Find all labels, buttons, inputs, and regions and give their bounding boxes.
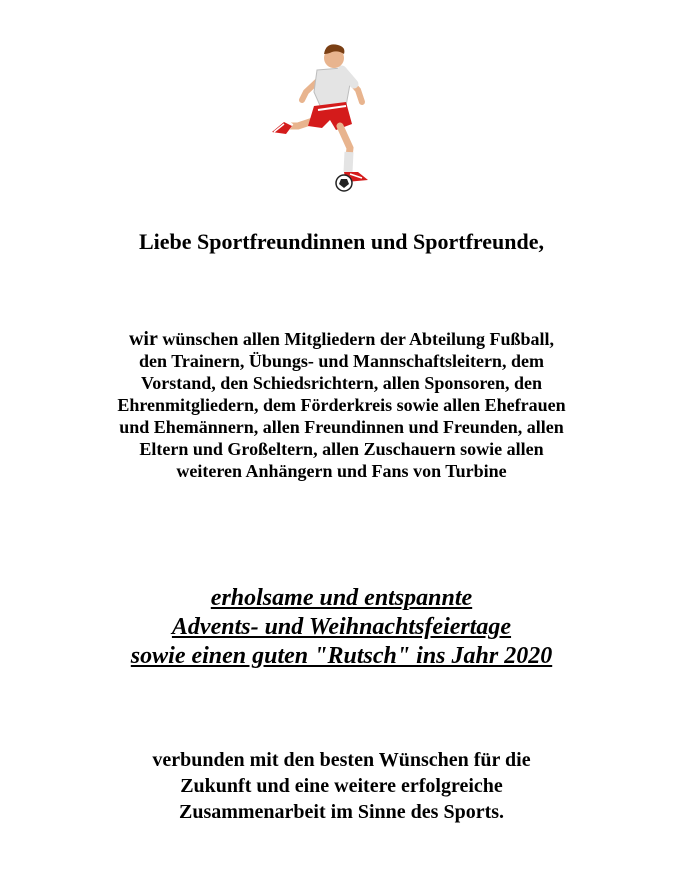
body-line: den Trainern, Übungs- und Mannschaftsleitern, dem <box>139 351 544 371</box>
closing-line: Zukunft und eine weitere erfolgreiche <box>180 775 503 797</box>
wishes-line: Advents- und Weihnachtsfeiertage <box>171 614 512 640</box>
recipients-paragraph <box>20 328 663 482</box>
closing-line: verbunden mit den besten Wünschen für die <box>152 749 531 771</box>
wishes-line: erholsame und entspannte <box>210 585 473 611</box>
body-line: Vorstand, den Schiedsrichtern, allen Sponsoren, den <box>140 373 543 393</box>
wishes-line: sowie einen guten "Rutsch" ins Jahr 2020 <box>130 643 553 669</box>
body-line: und Ehemännern, allen Freundinnen und Freunden, allen <box>119 417 564 437</box>
greeting-heading: Liebe Sportfreundinnen und Sportfreunde, <box>138 229 545 254</box>
body-line: weiteren Anhängern und Fans von Turbine <box>176 461 507 481</box>
body-line: Eltern und Großeltern, allen Zuschauern sowie allen <box>139 439 544 459</box>
body-line: wir wünschen allen Mitgliedern der Abteilung Fußball, <box>128 328 555 350</box>
soccer-player-kicking-ball-icon <box>262 40 392 200</box>
closing-paragraph <box>0 747 683 825</box>
lead-word: wir <box>128 328 158 350</box>
holiday-wishes <box>0 584 683 671</box>
closing-line: Zusammenarbeit im Sinne des Sports. <box>178 801 505 823</box>
body-line: Ehrenmitgliedern, dem Förderkreis sowie allen Ehefrauen <box>117 395 566 415</box>
